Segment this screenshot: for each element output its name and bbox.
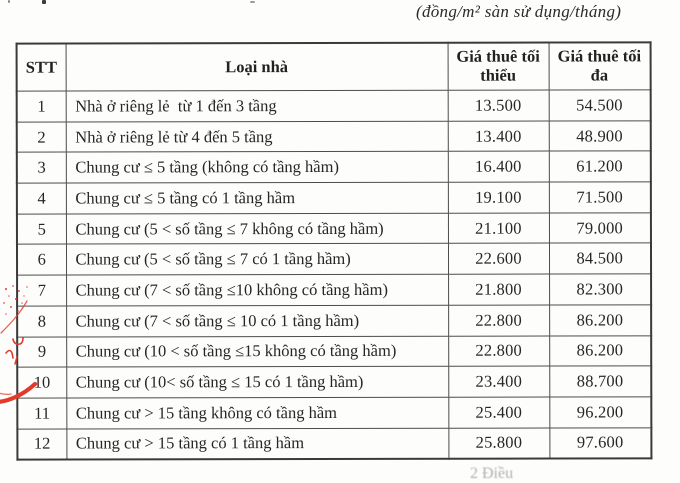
house-type-cell: Chung cư (10< số tầng ≤ 15 có 1 tầng hầm) <box>66 366 448 397</box>
max-price-cell: 86.200 <box>549 335 651 366</box>
cutoff-text-fragment: 2 Điều <box>470 465 514 482</box>
table-row <box>17 427 651 459</box>
table-row <box>17 366 651 398</box>
house-type-cell: Chung cư > 15 tầng không có tầng hầm <box>66 397 448 428</box>
min-price-cell: 25.800 <box>448 428 549 459</box>
stt-cell: 5 <box>17 214 66 245</box>
house-type-cell: Chung cư (10 < số tầng ≤15 không có tầng hầm) <box>66 336 448 367</box>
table-row <box>17 397 651 429</box>
max-price-cell: 54.500 <box>549 90 651 121</box>
scan-speck <box>250 1 255 3</box>
stt-cell: 4 <box>17 183 66 214</box>
min-price-cell: 21.800 <box>448 274 549 305</box>
header-max-rent: Giá thuê tối đa <box>549 42 651 90</box>
table-row <box>17 243 651 275</box>
min-price-cell: 13.500 <box>448 90 549 121</box>
house-type-cell: Nhà ở riêng lẻ từ 1 đến 3 tầng <box>66 90 448 121</box>
table-row <box>17 121 651 153</box>
table-row <box>17 274 651 306</box>
house-type-cell: Chung cư (7 < số tầng ≤10 không có tầng hầm) <box>66 274 448 305</box>
stt-cell: 8 <box>17 306 66 337</box>
rent-price-table <box>16 41 653 460</box>
stt-cell: 9 <box>17 337 66 368</box>
header-stt: STT <box>17 44 66 92</box>
stt-cell: 10 <box>17 367 66 398</box>
table-header-row <box>17 42 651 91</box>
min-price-cell: 19.100 <box>448 182 549 213</box>
stt-cell: 6 <box>17 244 66 275</box>
max-price-cell: 84.500 <box>549 243 651 274</box>
max-price-cell: 71.500 <box>549 182 651 213</box>
header-min-rent: Giá thuê tối thiểu <box>448 43 549 91</box>
house-type-cell: Chung cư ≤ 5 tầng có 1 tầng hầm <box>66 182 448 213</box>
max-price-cell: 88.700 <box>549 366 651 397</box>
max-price-cell: 86.200 <box>549 305 651 336</box>
stt-cell: 3 <box>17 152 66 183</box>
table-row <box>17 90 651 122</box>
table-row <box>17 151 651 183</box>
house-type-cell: Chung cư > 15 tầng có 1 tầng hầm <box>66 428 448 459</box>
max-price-cell: 97.600 <box>549 427 651 458</box>
table-row <box>17 182 651 214</box>
table-row <box>17 213 651 245</box>
stt-cell: 11 <box>17 398 66 429</box>
max-price-cell: 79.000 <box>549 213 651 244</box>
house-type-cell: Chung cư ≤ 5 tầng (không có tầng hầm) <box>66 152 448 183</box>
stt-cell: 2 <box>17 122 66 153</box>
min-price-cell: 13.400 <box>448 121 549 152</box>
scan-speck <box>42 0 46 4</box>
house-type-cell: Chung cư (5 < số tầng ≤ 7 có 1 tầng hầm) <box>66 244 448 275</box>
unit-note: (đồng/m² sàn sử dụng/tháng) <box>416 2 622 21</box>
stt-cell: 7 <box>17 275 66 306</box>
scan-speck <box>8 0 10 3</box>
table-row <box>17 305 651 337</box>
max-price-cell: 96.200 <box>549 397 651 428</box>
stt-cell: 12 <box>17 429 66 460</box>
min-price-cell: 16.400 <box>448 151 549 182</box>
table-row <box>17 335 651 367</box>
min-price-cell: 23.400 <box>448 366 549 397</box>
max-price-cell: 82.300 <box>549 274 651 305</box>
max-price-cell: 48.900 <box>549 121 651 152</box>
min-price-cell: 22.800 <box>448 336 549 367</box>
house-type-cell: Chung cư (5 < số tầng ≤ 7 không có tầng hầm) <box>66 213 448 244</box>
min-price-cell: 22.800 <box>448 305 549 336</box>
header-house-type: Loại nhà <box>66 43 448 91</box>
house-type-cell: Chung cư (7 < số tầng ≤ 10 có 1 tầng hầm) <box>66 305 448 336</box>
min-price-cell: 21.100 <box>448 213 549 244</box>
house-type-cell: Nhà ở riêng lẻ từ 4 đến 5 tầng <box>66 121 448 152</box>
stt-cell: 1 <box>17 91 66 122</box>
min-price-cell: 22.600 <box>448 243 549 274</box>
max-price-cell: 61.200 <box>549 151 651 182</box>
min-price-cell: 25.400 <box>448 397 549 428</box>
